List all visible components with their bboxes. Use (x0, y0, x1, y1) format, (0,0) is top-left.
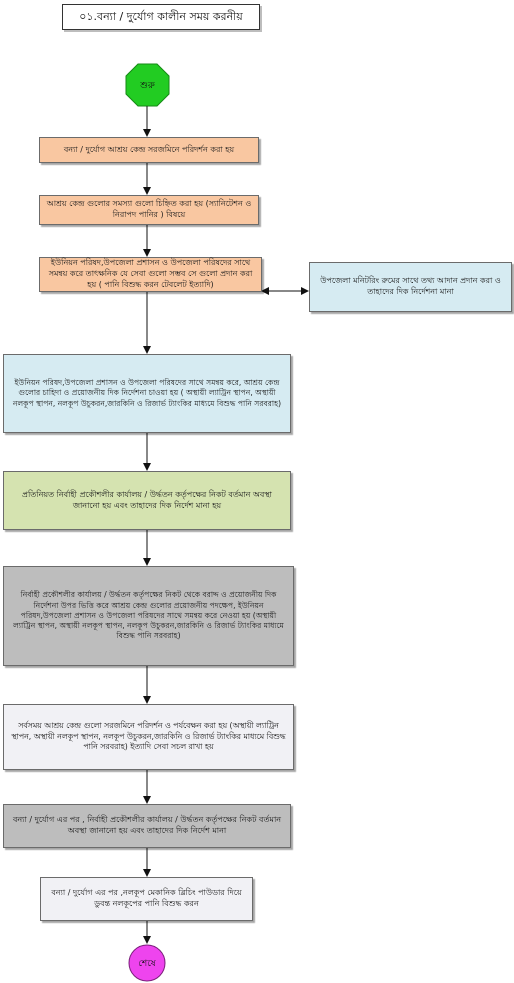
side-note-box: উপজেলা মনিটরিং রুমের সাথে তথ্য আদান প্রদান করা ও তাহাদের দিক নির্দেশনা মানা (309, 262, 512, 312)
step-9-box: বন্যা / দুর্যোগ এর পর ,নলকূপ মেকানিক ব্লিচিং পাউডার দিয়ে ডুবন্ত নলকূপের পানি বিশুদ্ধ করন (40, 877, 253, 921)
step-7-box: সর্বসময় আশ্রয় কেন্দ্র গুলো সরজমিনে পরিদর্শন ও পর্যবেক্ষন করা হয় (অস্থায়ী ল্যাট্রিন স্থাপন, অস্থায়ী নলকূপ স্থাপন, নলকূপ উচুকরন,জারকিনি ও রিজার্ভ ট্যাংকির মাধ্যমে বিশুদ্ধ পানি সরবরাহ) ইত্যাদি সেবা সচল রাখা হয় (3, 704, 294, 770)
step-6-box: নির্বাহী প্রকৌশলীর কার্যালয় / উর্দ্ধতন কর্তৃপক্ষের নিকট থেকে বরাদ্দ ও প্রয়োজনীয় দিক নির্দেশনা উপর ভিত্তি করে আশ্রয় কেন্দ্র গুলোর প্রয়োজনীয় পদক্ষেপ, ইউনিয়ন পরিষদ,উপজেলা প্রশাসন ও উপজেলা পরিষদের সাথে সমন্বয় করে নেওয়া হয় (অস্থায়ী ল্যাট্রিন স্থাপন, অস্থায়ী নলকূপ স্থাপন, নলকূপ উচুকরন,জারকিনি ও রিজার্ভ ট্যাংকির মাধ্যমে বিশুদ্ধ পানি সরবরাহ) (3, 566, 294, 666)
start-node-label: শুরু (140, 80, 155, 91)
step-4-box: ইউনিয়ন পরিষদ,উপজেলা প্রশাসন ও উপজেলা পরিষদের সাথে সমন্বয় করে, আশ্রয় কেন্দ্র গুলোর চাহিদা ও প্রয়োজনীয় দিক নির্দেশনা চাওয়া হয় ( অস্থায়ী ল্যাট্রিন স্থাপন, অস্থায়ী নলকূপ স্থাপন, নলকূপ উচুকরন,জারকিনি ও রিজার্ভ ট্যাংকির মাধ্যমে বিশুদ্ধ পানি সরবরাহ) (3, 354, 291, 433)
step-1-box: বন্যা / দুর্যোগ আশ্রয় কেন্দ্র সরজমিনে পরিদর্শন করা হয় (39, 137, 259, 163)
end-node-label: শেষে (138, 958, 156, 969)
step-2-box: আশ্রয় কেন্দ্র গুলোর সমস্যা গুলো চিহ্নিত করা হয় (স্যানিটেশন ও নিরাপদ পানির ) বিষয়ে (39, 195, 259, 225)
step-8-box: বন্যা / দুর্যোগ এর পর , নির্বাহী প্রকৌশলীর কার্যালয় / উর্দ্ধতন কর্তৃপক্ষের নিকট বর্তমান অবস্থা জানানো হয় এবং তাহাদের দিক নির্দেশ মানা (3, 804, 291, 848)
step-3-box: ইউনিয়ন পরিষদ,উপজেলা প্রশাসন ও উপজেলা পরিষদের সাথে সমন্বয় করে তাৎক্ষনিক যে সেবা গুলো সম্ভব সে গুলো প্রদান করা হয় ( পানি বিশুদ্ধ করন টেবলেট ইত্যাদি) (39, 257, 262, 292)
step-5-box: প্রতিনিয়ত নির্বাহী প্রকৌশলীর কার্যালয় / উর্দ্ধতন কর্তৃপক্ষের নিকট বর্তমান অবস্থা জানানো হয় এবং তাহাদের দিক নির্দেশ মানা হয় (3, 471, 291, 530)
page-title: ০১.বন্যা / দুর্যোগ কালীন সময় করনীয় (62, 4, 260, 30)
